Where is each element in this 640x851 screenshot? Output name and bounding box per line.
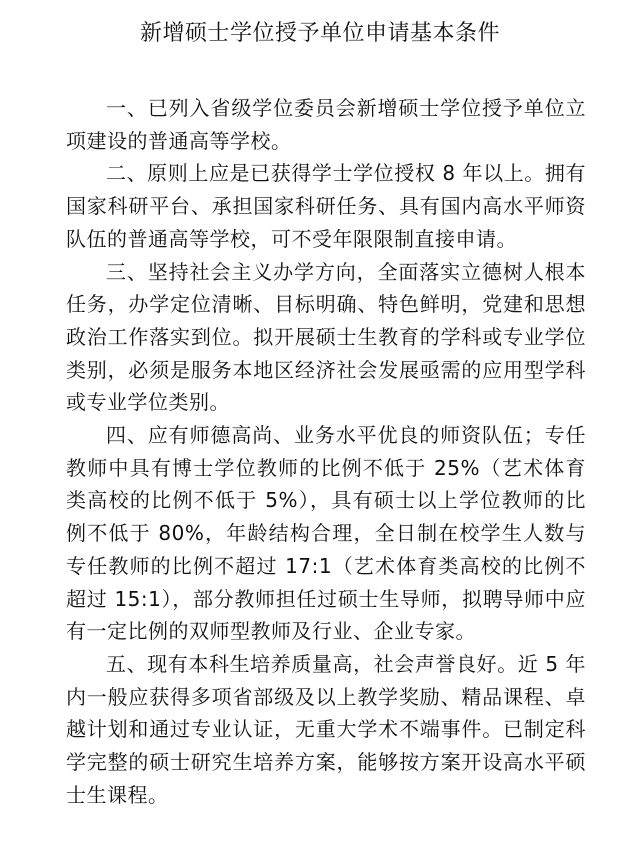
paragraph-4-text: 四、应有师德高尚、业务水平优良的师资队伍；专任教师中具有博士学位教师的比例不低于 25%（艺术体育类高校的比例不低于 5%），具有硕士以上学位教师的比例不低于 80%，年龄结构合理，全日制在校学生人数与专任教师的比例不超过 17:1（艺术体育类高校的比例不超过 15:1），部分教师担任过硕士生导师，拟聘导师中应有一定比例的双师型教师及行业、企业专家。 [66, 423, 586, 644]
document-body [66, 92, 586, 811]
paragraph-5-text: 五、现有本科生培养质量高，社会声誉良好。近 5 年内一般应获得多项省部级及以上教学奖励、精品课程、卓越计划和通过专业认证，无重大学术不端事件。已制定科学完整的硕士研究生培养方案，能够按方案开设高水平硕士生课程。 [66, 651, 586, 807]
paragraph-3 [66, 256, 586, 420]
paragraph-1 [66, 92, 586, 157]
paragraph-5 [66, 648, 586, 812]
paragraph-2 [66, 157, 586, 255]
paragraph-1-text: 一、已列入省级学位委员会新增硕士学位授予单位立项建设的普通高等学校。 [66, 96, 586, 153]
document-title: 新增硕士学位授予单位申请基本条件 [139, 21, 500, 46]
paragraph-3-text: 三、坚持社会主义办学方向，全面落实立德树人根本任务，办学定位清晰、目标明确、特色鲜明，党建和思想政治工作落实到位。拟开展硕士生教育的学科或专业学位类别，必须是服务本地区经济社会发展亟需的应用型学科或专业学位类别。 [66, 259, 586, 415]
paragraph-2-text: 二、原则上应是已获得学士学位授权 8 年以上。拥有国家科研平台、承担国家科研任务、具有国内高水平师资队伍的普通高等学校，可不受年限限制直接申请。 [66, 161, 586, 251]
paragraph-4 [66, 419, 586, 648]
